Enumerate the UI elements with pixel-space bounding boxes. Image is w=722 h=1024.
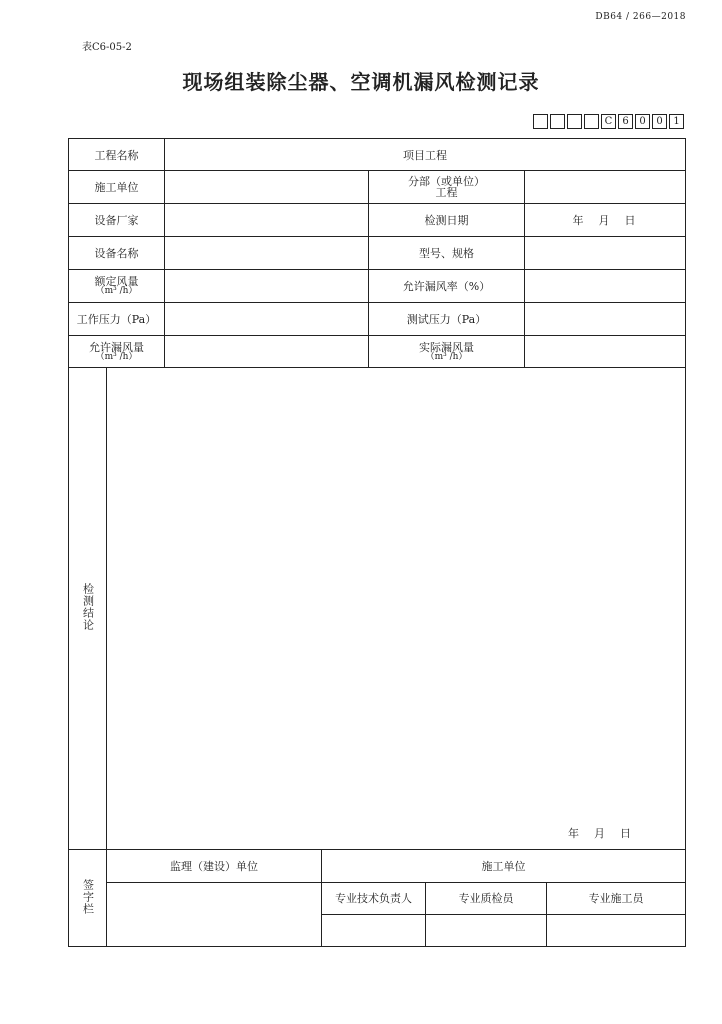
project-name-label: 工程名称	[69, 139, 165, 171]
conclusion-area[interactable]	[107, 368, 686, 850]
supervisor-unit-header: 监理（建设）单位	[107, 850, 322, 882]
test-pressure-value[interactable]	[525, 302, 686, 335]
model-label: 型号、规格	[369, 236, 525, 269]
tech-lead-signature[interactable]	[322, 914, 426, 946]
code-box[interactable]	[567, 114, 582, 129]
allowed-leak-rate-value[interactable]	[525, 269, 686, 302]
rated-airflow-label	[69, 269, 165, 302]
manufacturer-value[interactable]	[165, 204, 369, 236]
rated-airflow-unit: （m³ /h）	[95, 285, 138, 296]
rated-airflow-label-text: 额定风量	[94, 274, 139, 288]
tech-lead-header: 专业技术负责人	[322, 882, 426, 914]
actual-leakage-unit: （m³ /h）	[425, 351, 468, 362]
standard-number: DB64 / 266—2018	[595, 12, 686, 22]
form-number: 表C6-05-2	[82, 42, 132, 53]
construction-worker-header: 专业施工员	[547, 882, 686, 914]
code-box[interactable]	[550, 114, 565, 129]
actual-leakage-label-text: 实际漏风量	[419, 340, 474, 354]
signature-label-cell	[69, 850, 107, 947]
equipment-name-value[interactable]	[165, 236, 369, 269]
subdivision-value[interactable]	[525, 171, 686, 204]
construction-unit-value[interactable]	[165, 171, 369, 204]
signature-label: 签字栏	[81, 878, 95, 915]
manufacturer-label: 设备厂家	[69, 204, 165, 236]
working-pressure-label: 工作压力（Pa）	[69, 302, 165, 335]
allowed-leakage-unit: （m³ /h）	[95, 351, 138, 362]
subdivision-label-line1: 分部（或单位）	[408, 175, 485, 189]
quality-inspector-header: 专业质检员	[426, 882, 547, 914]
code-box[interactable]	[584, 114, 599, 129]
actual-leakage-value[interactable]	[525, 336, 686, 368]
equipment-name-label: 设备名称	[69, 236, 165, 269]
working-pressure-value[interactable]	[165, 302, 369, 335]
allowed-leakage-label-text: 允许漏风量	[89, 340, 144, 354]
code-box: 0	[635, 114, 650, 129]
record-table	[68, 138, 686, 947]
quality-inspector-signature[interactable]	[426, 914, 547, 946]
allowed-leakage-label	[69, 336, 165, 368]
test-pressure-label: 测试压力（Pa）	[369, 302, 525, 335]
code-box: 6	[618, 114, 633, 129]
test-date-label: 检测日期	[369, 204, 525, 236]
allowed-leakage-value[interactable]	[165, 336, 369, 368]
construction-unit-header: 施工单位	[322, 850, 686, 882]
actual-leakage-label	[369, 336, 525, 368]
code-box: C	[601, 114, 616, 129]
conclusion-date: 年 月 日	[568, 827, 633, 841]
project-name-value[interactable]: 项目工程	[165, 139, 686, 171]
construction-unit-label: 施工单位	[69, 171, 165, 204]
subdivision-label	[369, 171, 525, 204]
model-value[interactable]	[525, 236, 686, 269]
page-title: 现场组装除尘器、空调机漏风检测记录	[182, 70, 540, 94]
conclusion-label: 检测结论	[81, 583, 95, 632]
allowed-leak-rate-label: 允许漏风率（%）	[369, 269, 525, 302]
rated-airflow-value[interactable]	[165, 269, 369, 302]
record-code	[533, 114, 684, 129]
code-box: 1	[669, 114, 684, 129]
supervisor-signature[interactable]	[107, 882, 322, 946]
test-date-value[interactable]: 年 月 日	[525, 204, 686, 236]
code-box: 0	[652, 114, 667, 129]
construction-worker-signature[interactable]	[547, 914, 686, 946]
subdivision-label-line2: 工程	[435, 186, 458, 200]
conclusion-label-cell	[69, 368, 107, 850]
code-box[interactable]	[533, 114, 548, 129]
